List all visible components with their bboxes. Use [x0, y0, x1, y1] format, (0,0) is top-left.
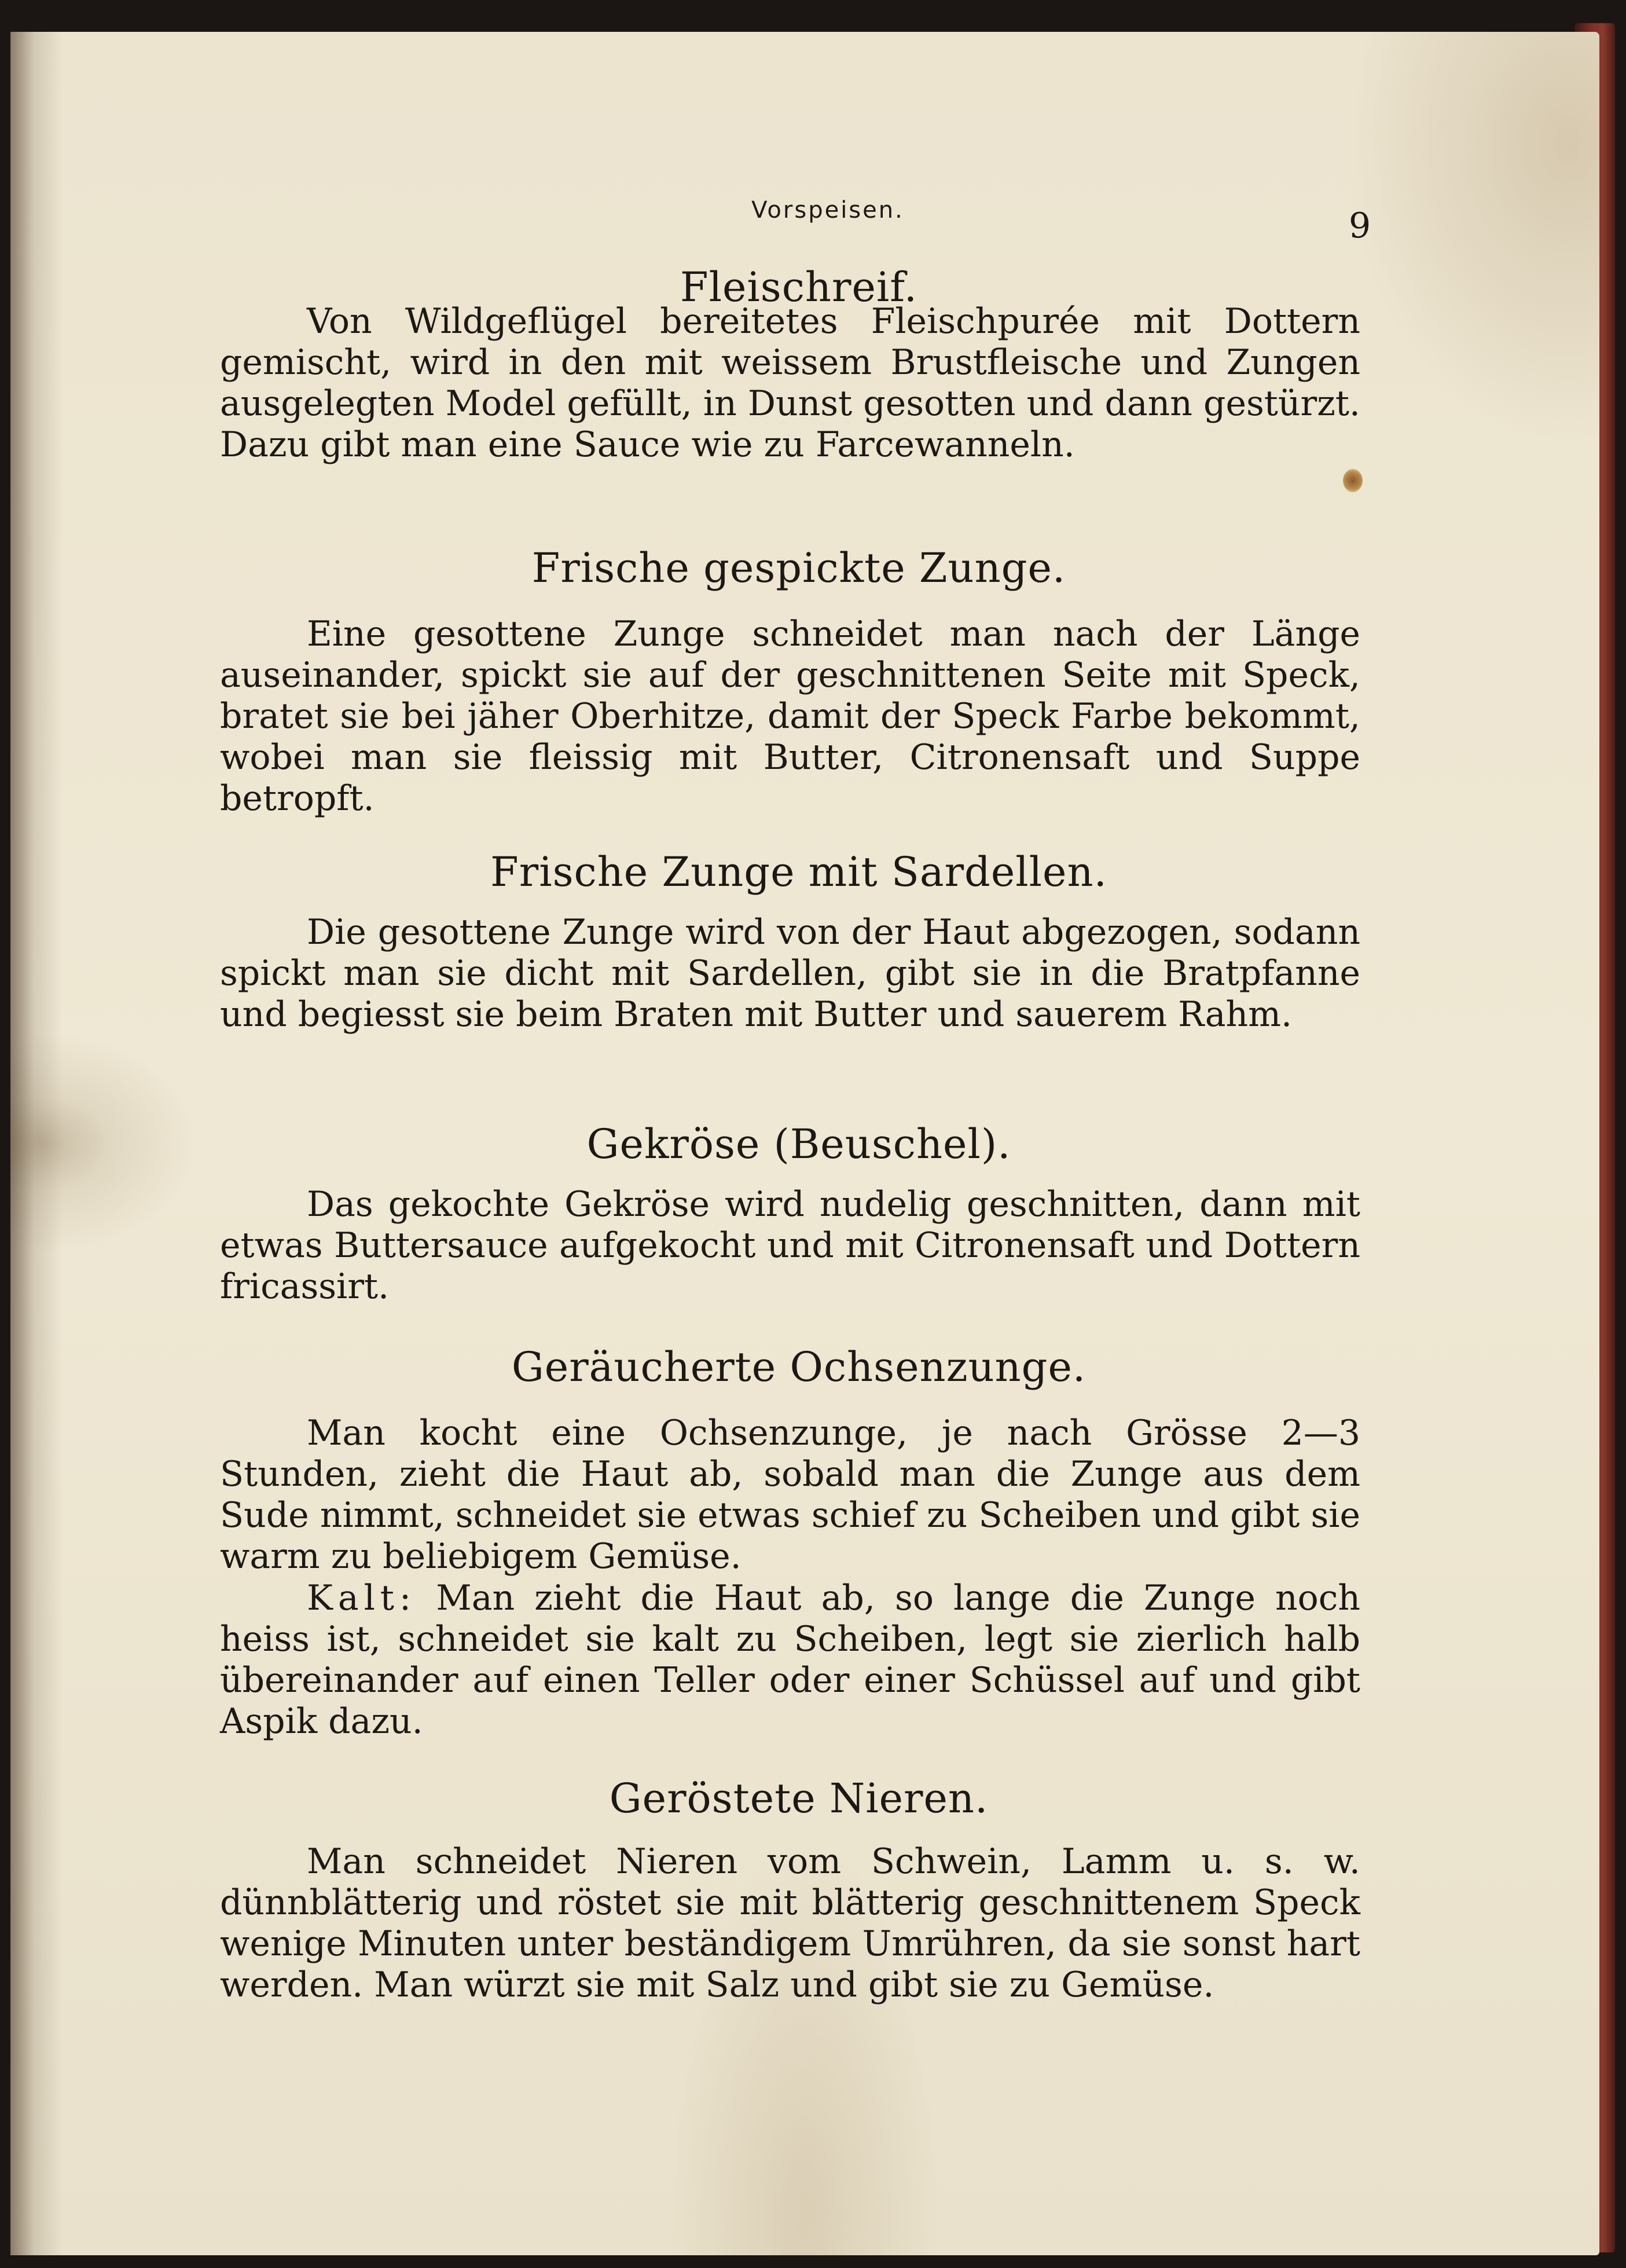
section-heading: Geröstete Nieren. — [609, 1775, 989, 1822]
page-number: 9 — [1349, 206, 1371, 246]
kalt-paragraph — [220, 1578, 1360, 1742]
section-paragraph: Man kocht eine Ochsenzunge, je nach Grösse 2—3 Stunden, zieht die Haut ab, sobald man die Zunge aus dem Sude nimmt, schneidet sie etwas schief zu Scheiben und gibt sie warm zu beliebigem Gemüse. — [220, 1413, 1360, 1577]
section-paragraph: Von Wildgeflügel bereitetes Fleischpurée mit Dottern gemischt, wird in den mit weissem Brustfleische und Zungen ausgelegten Model gefüllt, in Dunst gesotten und dann gestürzt. Dazu gibt man eine Sauce wie zu Farcewanneln. — [220, 301, 1360, 465]
section-heading: Frische gespickte Zunge. — [531, 544, 1066, 592]
paper-stain — [1343, 469, 1363, 492]
section-paragraph: Eine gesottene Zunge schneidet man nach der Länge auseinander, spickt sie auf der geschnittenen Seite mit Speck, bratet sie bei jäher Oberhitze, damit der Speck Farbe bekommt, wobei man sie fleissig mit Butter, Citronensaft und Suppe betropft. — [220, 614, 1360, 819]
section-heading: Gekröse (Beuschel). — [586, 1120, 1011, 1168]
section-heading: Fleischreif. — [680, 263, 917, 311]
kalt-label: Kalt: — [307, 1578, 417, 1618]
section-paragraph: Die gesottene Zunge wird von der Haut abgezogen, sodann spickt man sie dicht mit Sardellen, gibt sie in die Bratpfanne und begiesst sie beim Braten mit Butter und sauerem Rahm. — [220, 912, 1360, 1035]
section-paragraph: Das gekochte Gekröse wird nudelig geschnitten, dann mit etwas Buttersauce aufgekocht und mit Citronensaft und Dottern fricassirt. — [220, 1184, 1360, 1307]
section-heading: Geräucherte Ochsenzunge. — [511, 1343, 1087, 1391]
running-head: Vorspeisen. — [751, 197, 904, 223]
section-heading: Frische Zunge mit Sardellen. — [490, 848, 1107, 896]
kalt-text: Man zieht die Haut ab, so lange die Zunge noch heiss ist, schneidet sie kalt zu Scheiben, legt sie zierlich halb übereinander auf einen Teller oder einer Schüssel auf und gibt Aspik dazu. — [220, 1578, 1360, 1742]
section-paragraph: Man schneidet Nieren vom Schwein, Lamm u. s. w. dünnblätterig und röstet sie mit blätterig geschnittenem Speck wenige Minuten unter beständigem Umrühren, da sie sonst hart werden. Man würzt sie mit Salz und gibt sie zu Gemüse. — [220, 1841, 1360, 2005]
gutter-shadow — [10, 32, 63, 2255]
